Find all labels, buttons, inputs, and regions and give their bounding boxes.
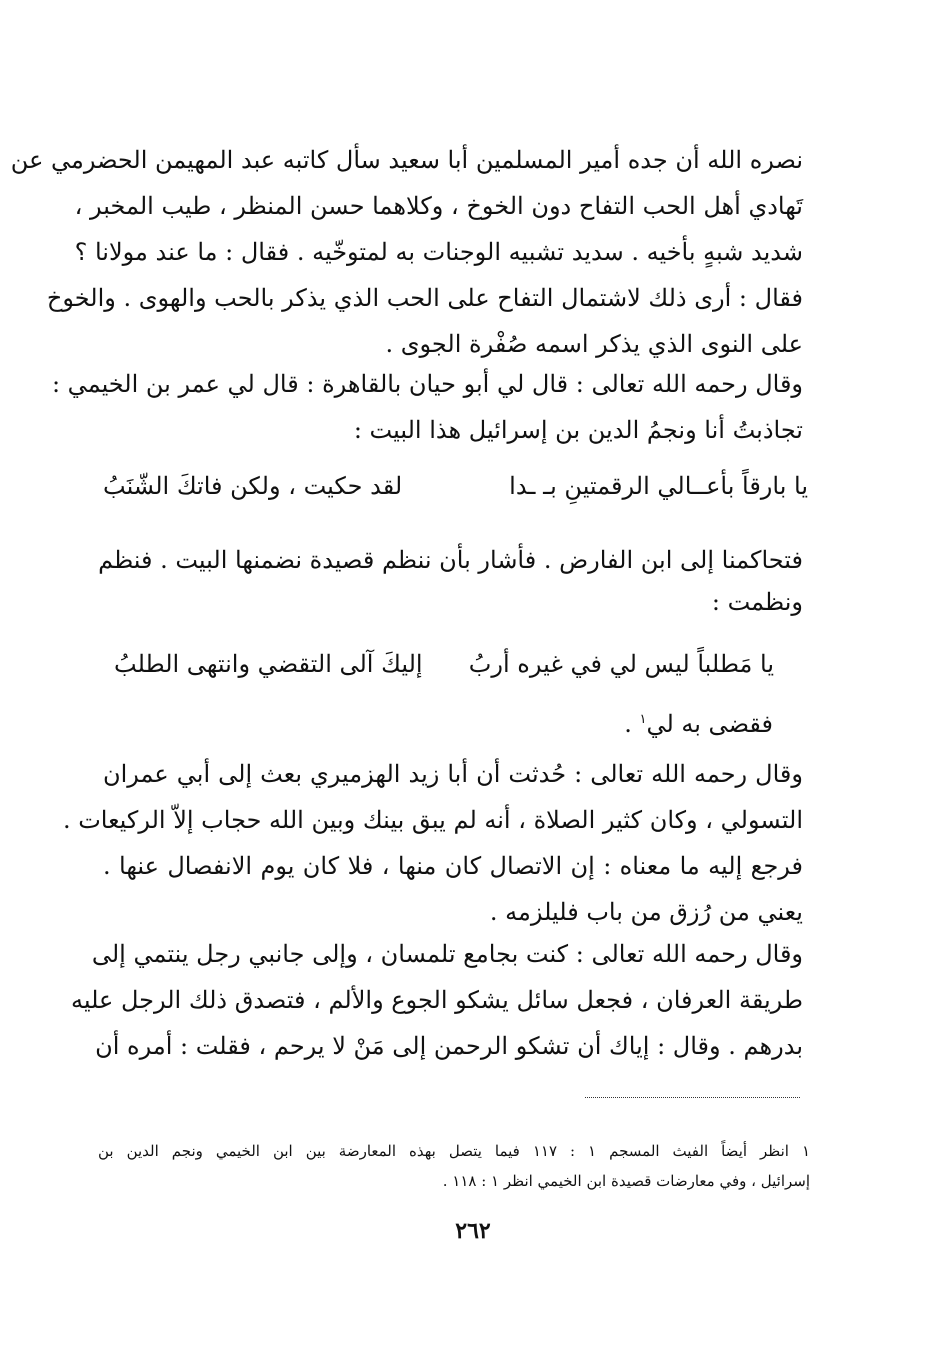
page-number: ٢٦٢ [455,1218,491,1244]
paragraph-5-line-1: وقال رحمه الله تعالى : كنت بجامع تلمسان ، وإلى جانبي رجل ينتمي إلى [91,940,803,968]
paragraph-4-line-1: وقال رحمه الله تعالى : حُدثت أن أبا زيد الهزميري بعث إلى أبي عمران [103,760,803,788]
paragraph-3-line-2: ونظمت : [711,588,803,616]
paragraph-5-line-3: بدرهم . وقال : إياك أن تشكو الرحمن إلى مَنْ لا يرحم ، فقلت : أمره أن [95,1032,803,1060]
footnote-line-2: إسرائيل ، وفي معارضات قصيدة ابن الخيمي انظر ١ : ١١٨ . [442,1172,810,1190]
verse-2-left-hemistich: إليكَ آلى التقضي وانتهى الطلبُ [114,650,423,678]
verse-2-continuation [624,698,773,746]
footnote-reference: ١ [639,712,647,727]
paragraph-4-line-2: التسولي ، وكان كثير الصلاة ، أنه لم يبق بينك وبين الله حجاب إلاّ الركيعات . [62,806,803,834]
verse-2-right-hemistich: يا مَطلباً ليس لي في غيره أربُ [468,650,774,678]
paragraph-3-line-1: فتحاكمنا إلى ابن الفارض . فأشار بأن ننظم قصيدة نضمنها البيت . فنظم [98,546,803,574]
verse-2-period: . [624,710,640,738]
footnote-separator [585,1097,800,1098]
paragraph-1-line-3: شديد شبهٍ بأخيه . سديد تشبيه الوجنات به لمتوخّيه . فقال : ما عند مولانا ؟ [74,238,803,266]
verse-1-left-hemistich: لقد حكيت ، ولكن فاتكَ الشّنَبُ [103,472,403,500]
footnote-line-1: ١ انظر أيضاً الفيث المسجم ١ : ١١٧ فيما يتصل بهذه المعارضة بين ابن الخيمي ونجم الدين بن [98,1142,810,1160]
paragraph-1-line-2: تَهادي أهل الحب التفاح دون الخوخ ، وكلاهما حسن المنظر ، طيب المخبر ، [74,192,803,220]
paragraph-2-line-1: وقال رحمه الله تعالى : قال لي أبو حيان بالقاهرة : قال لي عمر بن الخيمي : [51,370,803,398]
paragraph-1-line-4: فقال : أرى ذلك لاشتمال التفاح على الحب الذي يذكر بالحب والهوى . والخوخ [46,284,803,312]
paragraph-1-line-1: نصره الله أن جده أمير المسلمين أبا سعيد سأل كاتبه عبد المهيمن الحضرمي عن [10,146,803,174]
paragraph-2-line-2: تجاذبتُ أنا ونجمُ الدين بن إسرائيل هذا البيت : [353,416,803,444]
paragraph-5-line-2: طريقة العرفان ، فجعل سائل يشكو الجوع والألم ، فتصدق ذلك الرجل عليه [70,986,803,1014]
paragraph-4-line-4: يعني من رُزق من باب فليلزمه . [489,898,803,926]
paragraph-1-line-5: على النوى الذي يذكر اسمه صُفْرة الجوى . [385,330,803,358]
verse-1-right-hemistich: يا بارقاً بأعــالي الرقمتينِ بـ ـدا [509,472,808,500]
verse-2-continuation-text: فقضى به لي [646,710,773,738]
paragraph-4-line-3: فرجع إليه ما معناه : إن الاتصال كان منها ، فلا كان يوم الانفصال عنها . [103,852,803,880]
